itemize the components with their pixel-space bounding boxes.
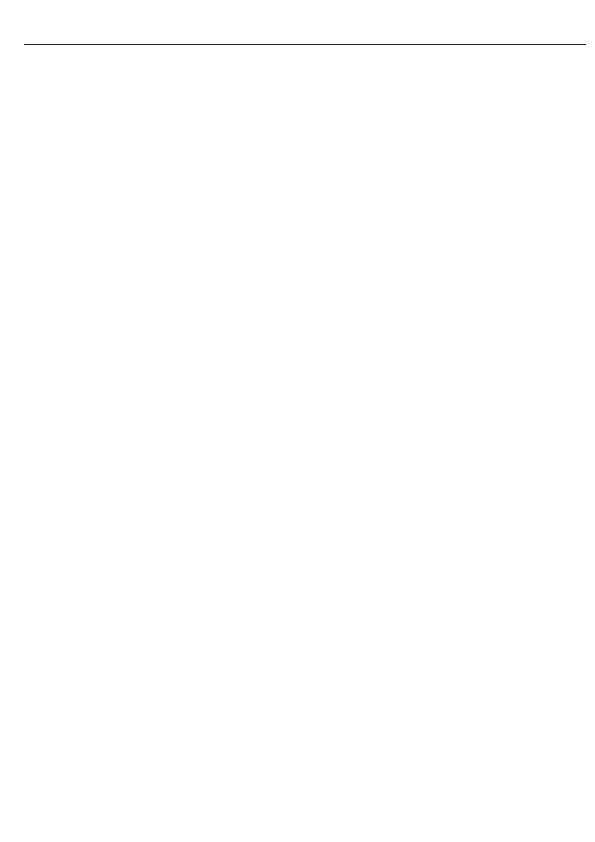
row-divider [25,44,585,45]
declaration-sheet [24,44,586,45]
